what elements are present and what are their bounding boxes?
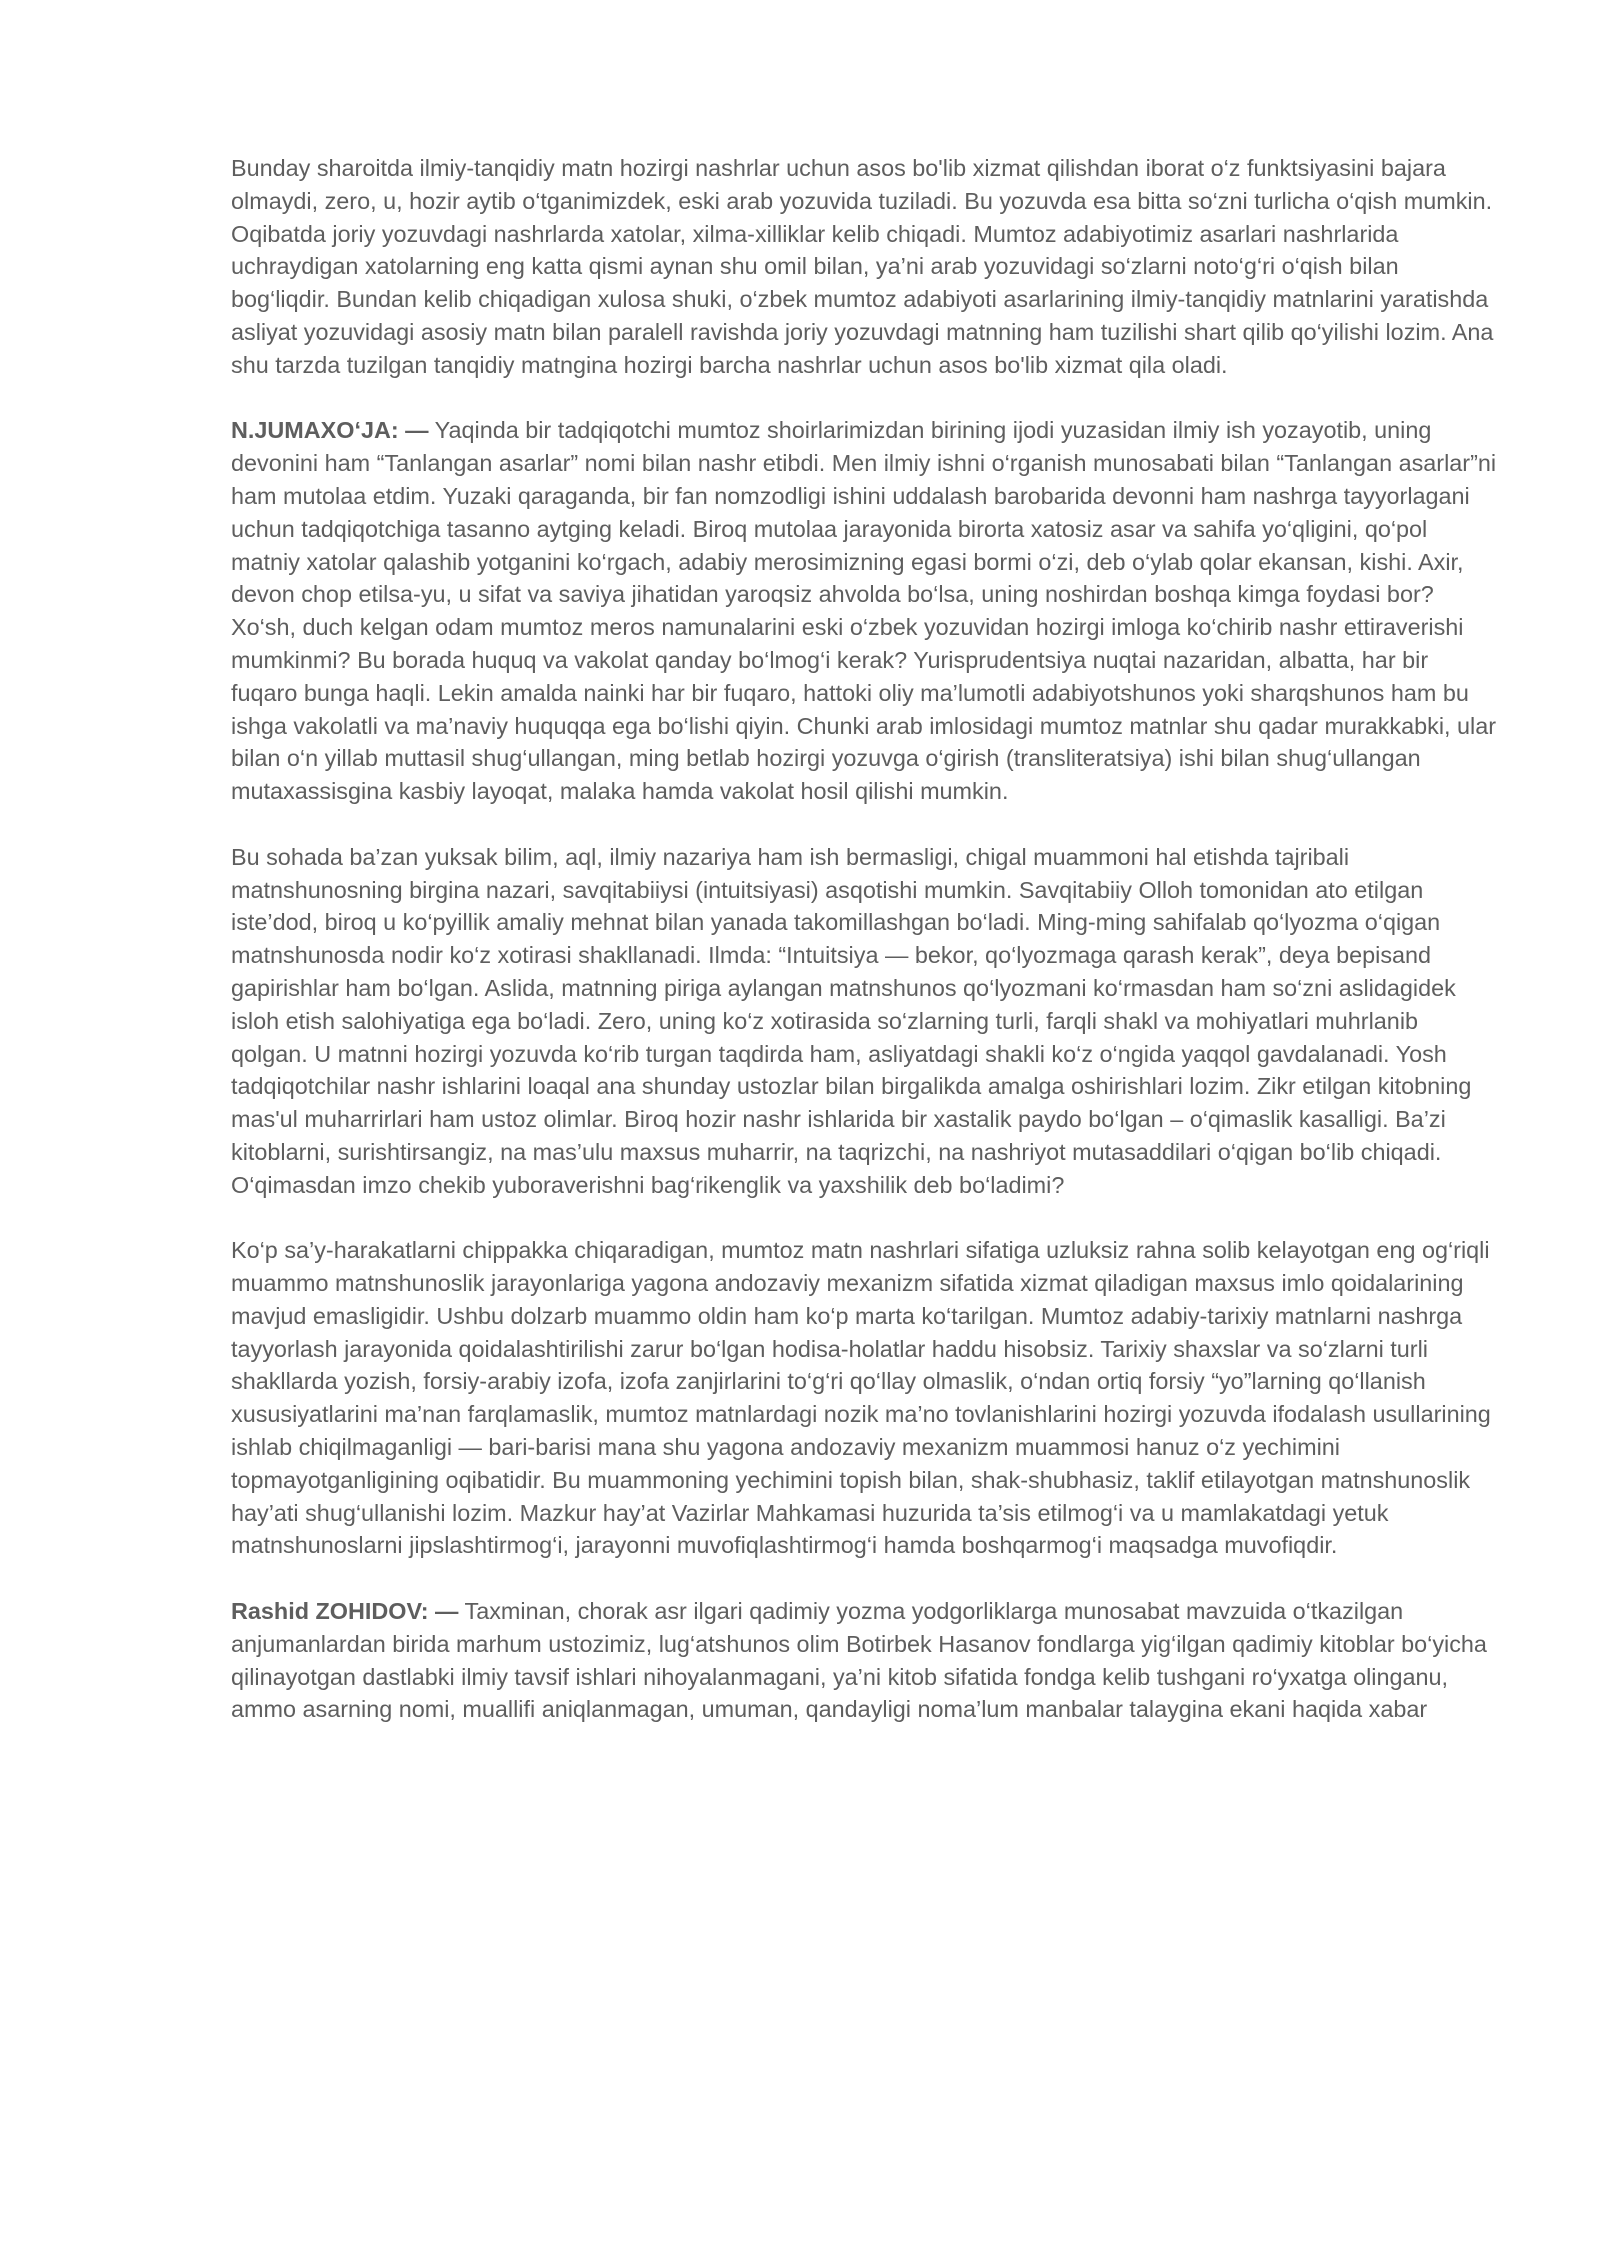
paragraph-text: Bu sohada ba’zan yuksak bilim, aql, ilmiy nazariya ham ish bermasligi, chigal muammoni hal etishda tajribali matnshunosning birgina nazari, savqitabiiysi (intuitsiyasi) asqotishi mumkin. Savqitabiiy Olloh tomonidan ato etilgan iste’dod, biroq u ko‘pyillik amaliy mehnat bilan yanada takomillashgan bo‘ladi. Ming-ming sahifalab qo‘lyozma o‘qigan matnshunosda nodir ko‘z xotirasi shakllanadi. Ilmda: “Intuitsiya — bekor, qo‘lyozmaga qarash kerak”, deya bepisand gapirishlar ham bo‘lgan. Aslida, matnning piriga aylangan matnshunos qo‘lyozmani ko‘rmasdan ham so‘zni aslidagidek isloh etish salohiyatiga ega bo‘ladi. Zero, uning ko‘z xotirasida so‘zlarning turli, farqli shakl va mohiyatlari muhrlanib qolgan. U matnni hozirgi yozuvda ko‘rib turgan taqdirda ham, asliyatdagi shakli ko‘z o‘ngida yaqqol gavdalanadi. Yosh tadqiqotchilar nashr ishlarini loaqal ana shunday ustozlar bilan birgalikda amalga oshirishlari lozim. Zikr etilgan kitobning mas'ul muharrirlari ham ustoz olimlar. Biroq hozir nashr ishlarida bir xastalik paydo bo‘lgan – o‘qimaslik kasalligi. Ba’zi kitoblarni, surishtirsangiz, na mas’ulu maxsus muharrir, na taqrizchi, na nashriyot mutasaddilari o‘qigan bo‘lib chiqadi. O‘qimasdan imzo chekib yuboraverishni bag‘rikenglik va yaxshilik deb bo‘ladimi?	[231, 843, 1472, 1198]
paragraph-text: Taxminan, chorak asr ilgari qadimiy yozma yodgorliklarga munosabat mavzuida o‘tkazilgan anjumanlardan birida marhum ustozimiz, lug‘atshunos olim Botirbek Hasanov fondlarga yig‘ilgan qadimiy kitoblar bo‘yicha qilinayotgan dastlabki ilmiy tavsif ishlari nihoyalanmagani, ya’ni kitob sifatida fondga kelib tushgani ro‘yxatga olinganu, ammo asarning nomi, muallifi aniqlanmagan, umuman, qandayligi noma’lum manbalar talaygina ekani haqida xabar	[231, 1598, 1487, 1723]
document-page	[231, 152, 1499, 1759]
speaker-name: Rashid ZOHIDOV: —	[231, 1598, 459, 1625]
speaker-name: N.JUMAXO‘JA: —	[231, 417, 429, 444]
paragraph-2	[231, 414, 1499, 808]
paragraph-1	[231, 152, 1499, 382]
paragraph-3	[231, 841, 1499, 1202]
paragraph-5	[231, 1595, 1499, 1726]
paragraph-text: Ko‘p sa’y-harakatlarni chippakka chiqaradigan, mumtoz matn nashrlari sifatiga uzluksiz rahna solib kelayotgan eng og‘riqli muammo matnshunoslik jarayonlariga yagona andozaviy mexanizm sifatida xizmat qiladigan maxsus imlo qoidalarining mavjud emasligidir. Ushbu dolzarb muammo oldin ham ko‘p marta ko‘tarilgan. Mumtoz adabiy-tarixiy matnlarni nashrga tayyorlash jarayonida qoidalashtirilishi zarur bo‘lgan hodisa-holatlar haddu hisobsiz. Tarixiy shaxslar va so‘zlarni turli shakllarda yozish, forsiy-arabiy izofa, izofa zanjirlarini to‘g‘ri qo‘llay olmaslik, o‘ndan ortiq forsiy “yo”larning qo‘llanish xususiyatlarini ma’nan farqlamaslik, mumtoz matnlardagi nozik ma’no tovlanishlarini hozirgi yozuvda ifodalash usullarining ishlab chiqilmaganligi — bari-barisi mana shu yagona andozaviy mexanizm muammosi hanuz o‘z yechimini topmayotganligining oqibatidir. Bu muammoning yechimini topish bilan, shak-shubhasiz, taklif etilayotgan matnshunoslik hay’ati shug‘ullanishi lozim. Mazkur hay’at Vazirlar Mahkamasi huzurida ta’sis etilmog‘i va u mamlakatdagi yetuk matnshunoslarni jipslashtirmog‘i, jarayonni muvofiqlashtirmog‘i hamda boshqarmog‘i maqsadga muvofiqdir.	[231, 1237, 1491, 1559]
paragraph-text: Yaqinda bir tadqiqotchi mumtoz shoirlarimizdan birining ijodi yuzasidan ilmiy ish yozayotib, uning devonini ham “Tanlangan asarlar” nomi bilan nashr etibdi. Men ilmiy ishni o‘rganish munosabati bilan “Tanlangan asarlar”ni ham mutolaa etdim. Yuzaki qaraganda, bir fan nomzodligi ishini uddalash barobarida devonni ham nashrga tayyorlagani uchun tadqiqotchiga tasanno aytging keladi. Biroq mutolaa jarayonida birorta xatosiz asar va sahifa yo‘qligini, qo‘pol matniy xatolar qalashib yotganini ko‘rgach, adabiy merosimizning egasi bormi o‘zi, deb o‘ylab qolar ekansan, kishi. Axir, devon chop etilsa-yu, u sifat va saviya jihatidan yaroqsiz ahvolda bo‘lsa, uning noshirdan boshqa kimga foydasi bor? Xo‘sh, duch kelgan odam mumtoz meros namunalarini eski o‘zbek yozuvidan hozirgi imloga ko‘chirib nashr ettiraverishi mumkinmi? Bu borada huquq va vakolat qanday bo‘lmog‘i kerak? Yurisprudentsiya nuqtai nazaridan, albatta, har bir fuqaro bunga haqli. Lekin amalda nainki har bir fuqaro, hattoki oliy ma’lumotli adabiyotshunos yoki sharqshunos ham bu ishga vakolatli va ma’naviy huquqqa ega bo‘lishi qiyin. Chunki arab imlosidagi mumtoz matnlar shu qadar murakkabki, ular bilan o‘n yillab muttasil shug‘ullangan, ming betlab hozirgi yozuvga o‘girish (transliteratsiya) ishi bilan shug‘ullangan mutaxassisgina kasbiy layoqat, malaka hamda vakolat hosil qilishi mumkin.	[231, 417, 1497, 805]
paragraph-text: Bunday sharoitda ilmiy-tanqidiy matn hozirgi nashrlar uchun asos bo'lib xizmat qilishdan iborat o‘z funktsiyasini bajara olmaydi, zero, u, hozir aytib o‘tganimizdek, eski arab yozuvida tuziladi. Bu yozuvda esa bitta so‘zni turlicha o‘qish mumkin. Oqibatda joriy yozuvdagi nashrlarda xatolar, xilma-xilliklar kelib chiqadi. Mumtoz adabiyotimiz asarlari nashrlarida uchraydigan xatolarning eng katta qismi aynan shu omil bilan, ya’ni arab yozuvidagi so‘zlarni noto‘g‘ri o‘qish bilan bog‘liqdir. Bundan kelib chiqadigan xulosa shuki, o‘zbek mumtoz adabiyoti asarlarining ilmiy-tanqidiy matnlarini yaratishda asliyat yozuvidagi asosiy matn bilan paralell ravishda joriy yozuvdagi matnning ham tuzilishi shart qilib qo‘yilishi lozim. Ana shu tarzda tuzilgan tanqidiy matngina hozirgi barcha nashrlar uchun asos bo'lib xizmat qila oladi.	[231, 155, 1494, 378]
paragraph-4	[231, 1234, 1499, 1562]
